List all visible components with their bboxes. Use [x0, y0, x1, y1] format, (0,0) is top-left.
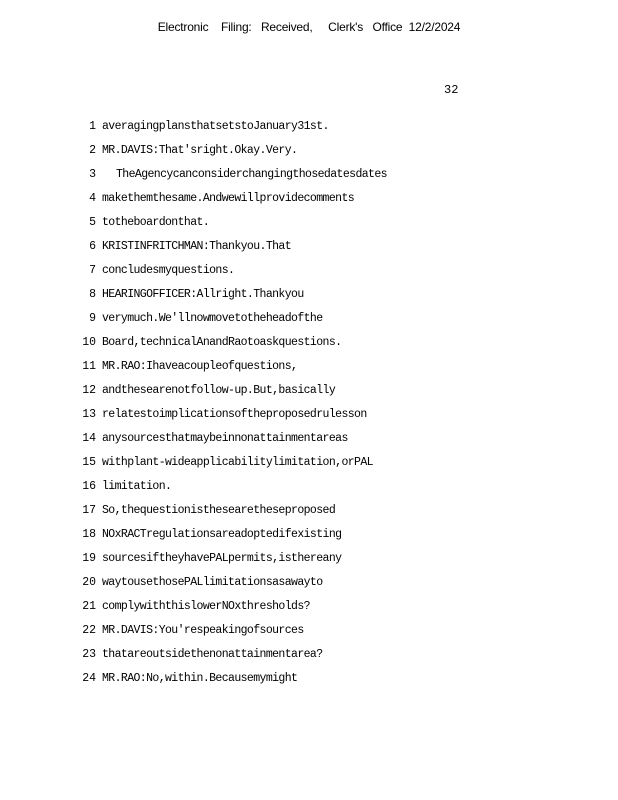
line-number: 3: [89, 168, 96, 181]
line-text: verymuch.We'llnowmovetotheheadofthe: [102, 312, 323, 325]
line-text: HEARINGOFFICER:Allright.Thankyou: [102, 288, 304, 301]
line-text: concludesmyquestions.: [102, 264, 235, 277]
line-number: 17: [82, 504, 96, 517]
line-number: 19: [82, 552, 96, 565]
transcript-line: [0, 334, 618, 358]
line-number: 12: [82, 384, 96, 397]
line-text: NOxRACTregulationsareadoptedifexisting: [102, 528, 342, 541]
transcript-line: [0, 526, 618, 550]
line-number: 2: [89, 144, 96, 157]
transcript-line: [0, 262, 618, 286]
line-number: 6: [89, 240, 96, 253]
line-text: MR.DAVIS:That'sright.Okay.Very.: [102, 144, 298, 157]
line-number: 21: [82, 600, 96, 613]
line-number: 10: [82, 336, 96, 349]
line-text: Board,technicalAnandRaotoaskquestions.: [102, 336, 342, 349]
transcript-line: [0, 622, 618, 646]
transcript-line: [0, 382, 618, 406]
line-text: thatareoutsidethenonattainmentarea?: [102, 648, 323, 661]
line-text: averagingplansthatsetstoJanuary31st.: [102, 120, 329, 133]
line-number: 20: [82, 576, 96, 589]
line-number: 14: [82, 432, 96, 445]
line-number: 13: [82, 408, 96, 421]
line-text: MR.DAVIS:You'respeakingofsources: [102, 624, 304, 637]
line-number: 18: [82, 528, 96, 541]
line-number: 7: [89, 264, 96, 277]
transcript-line: [0, 190, 618, 214]
line-text: KRISTINFRITCHMAN:Thankyou.That: [102, 240, 292, 253]
line-number: 1: [89, 120, 96, 133]
line-text: MR.RAO:Ihaveacoupleofquestions,: [102, 360, 298, 373]
transcript-line: [0, 118, 618, 142]
line-text: MR.RAO:No,within.Becausemymight: [102, 672, 298, 685]
transcript-line: [0, 406, 618, 430]
line-text: relatestoimplicationsoftheproposedrulesson: [102, 408, 367, 421]
line-text: TheAgencycanconsiderchangingthosedatesdates: [116, 168, 387, 181]
line-number: 8: [89, 288, 96, 301]
line-text: totheboardonthat.: [102, 216, 210, 229]
line-number: 15: [82, 456, 96, 469]
line-text: withplant-wideapplicabilitylimitation,orPAL: [102, 456, 373, 469]
line-text: limitation.: [102, 480, 172, 493]
line-text: makethemthesame.Andwewillprovidecomments: [102, 192, 355, 205]
line-number: 5: [89, 216, 96, 229]
line-number: 24: [82, 672, 96, 685]
line-number: 16: [82, 480, 96, 493]
line-text: complywiththislowerNOxthresholds?: [102, 600, 310, 613]
line-number: 11: [82, 360, 96, 373]
transcript-body: [0, 118, 618, 694]
transcript-line: [0, 502, 618, 526]
line-number: 22: [82, 624, 96, 637]
transcript-line: [0, 574, 618, 598]
line-number: 4: [89, 192, 96, 205]
transcript-line: [0, 646, 618, 670]
page-number: 32: [444, 83, 459, 97]
transcript-line: [0, 142, 618, 166]
line-text: waytousethosePALlimitationsasawayto: [102, 576, 323, 589]
transcript-line: [0, 166, 618, 190]
filing-header: Electronic Filing: Received, Clerk's Office 12/2/2024: [157, 20, 461, 34]
transcript-line: [0, 454, 618, 478]
transcript-line: [0, 286, 618, 310]
line-text: anysourcesthatmaybeinnonattainmentareas: [102, 432, 348, 445]
transcript-line: [0, 238, 618, 262]
line-number: 9: [89, 312, 96, 325]
line-text: andthesearenotfollow-up.But,basically: [102, 384, 336, 397]
transcript-line: [0, 670, 618, 694]
transcript-line: [0, 214, 618, 238]
transcript-line: [0, 310, 618, 334]
transcript-line: [0, 550, 618, 574]
line-text: So,thequestionisthesearetheseproposed: [102, 504, 336, 517]
transcript-line: [0, 358, 618, 382]
line-number: 23: [82, 648, 96, 661]
line-text: sourcesiftheyhavePALpermits,isthereany: [102, 552, 342, 565]
transcript-line: [0, 478, 618, 502]
transcript-line: [0, 430, 618, 454]
transcript-line: [0, 598, 618, 622]
